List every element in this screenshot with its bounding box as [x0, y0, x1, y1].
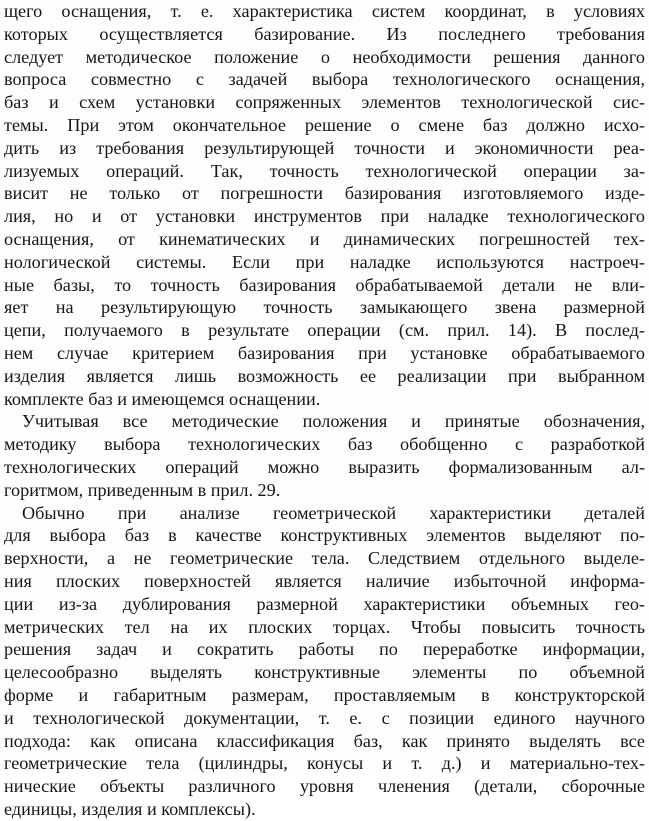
text-line: и технологической документации, т. е. с позиции единого научного	[4, 707, 645, 728]
text-line: яет на результирующую точность замыкающего звена размерной	[4, 297, 645, 318]
text-line: Учитывая все методические положения и принятые обозначения,	[22, 411, 645, 432]
text-line: вопроса совместно с задачей выбора технологического оснащения,	[4, 69, 645, 90]
text-line: геометрические тела (цилиндры, конусы и т. д.) и материально-тех-	[4, 753, 645, 774]
text-line: баз и схем установки сопряженных элементов технологической сис-	[4, 92, 645, 113]
text-line: Обычно при анализе геометрической характеристики деталей	[22, 502, 645, 523]
text-line: темы. При этом окончательное решение о смене баз должно исхо-	[4, 114, 645, 135]
text-line: следует методическое положение о необходимости решения данного	[4, 46, 645, 67]
text-line: дить из требования результирующей точности и экономичности реа-	[4, 137, 645, 158]
text-line: нические объекты различного уровня членения (детали, сборочные	[4, 776, 645, 797]
text-line: цепи, получаемого в результате операции (см. прил. 14). В послед-	[4, 320, 645, 341]
text-line: щего оснащения, т. е. характеристика систем координат, в условиях	[4, 1, 645, 21]
document-text	[4, 0, 645, 821]
text-line: лия, но и от установки инструментов при наладке технологического	[4, 206, 645, 227]
text-line: единицы, изделия и комплексы).	[4, 798, 256, 819]
text-line: лизуемых операций. Так, точность технологической операции за-	[4, 160, 645, 181]
text-line: целесообразно выделять конструктивные элементы по объемной	[4, 662, 645, 683]
paragraph	[4, 0, 645, 410]
paragraph	[4, 410, 645, 501]
text-line: висит не только от погрешности базирования изготовляемого изде-	[4, 183, 645, 204]
text-line: решения задач и сократить работы по переработке информации,	[4, 639, 645, 660]
text-line: нологической системы. Если при наладке используются настроеч-	[4, 251, 645, 272]
text-line: которых осуществляется базирование. Из последнего требования	[4, 23, 645, 44]
text-line: подхода: как описана классификация баз, как принято выделять все	[4, 730, 645, 751]
paragraph	[4, 502, 645, 821]
text-line: метрических тел на их плоских торцах. Чтобы повысить точность	[4, 616, 645, 637]
text-line: ции из-за дублирования размерной характеристики объемных гео-	[4, 593, 645, 614]
text-line: методику выбора технологических баз обобщенно с разработкой	[4, 434, 645, 455]
text-line: для выбора баз в качестве конструктивных элементов выделяют по-	[4, 525, 645, 546]
text-line: форме и габаритным размерам, проставляемым в конструкторской	[4, 684, 645, 705]
text-line: горитмом, приведенным в прил. 29.	[4, 479, 281, 500]
text-line: ния плоских поверхностей является наличие избыточной информа-	[4, 570, 645, 591]
text-line: ные базы, то точность базирования обрабатываемой детали не вли-	[4, 274, 645, 295]
text-line: нем случае критерием базирования при установке обрабатываемого	[4, 342, 645, 363]
text-line: комплекте баз и имеющемся оснащении.	[4, 388, 321, 409]
text-line: технологических операций можно выразить формализованным ал-	[4, 456, 645, 477]
text-line: верхности, а не геометрические тела. Следствием отдельного выделе-	[4, 548, 645, 569]
text-line: оснащения, от кинематических и динамических погрешностей тех-	[4, 228, 645, 249]
text-line: изделия является лишь возможность ее реализации при выбранном	[4, 365, 645, 386]
